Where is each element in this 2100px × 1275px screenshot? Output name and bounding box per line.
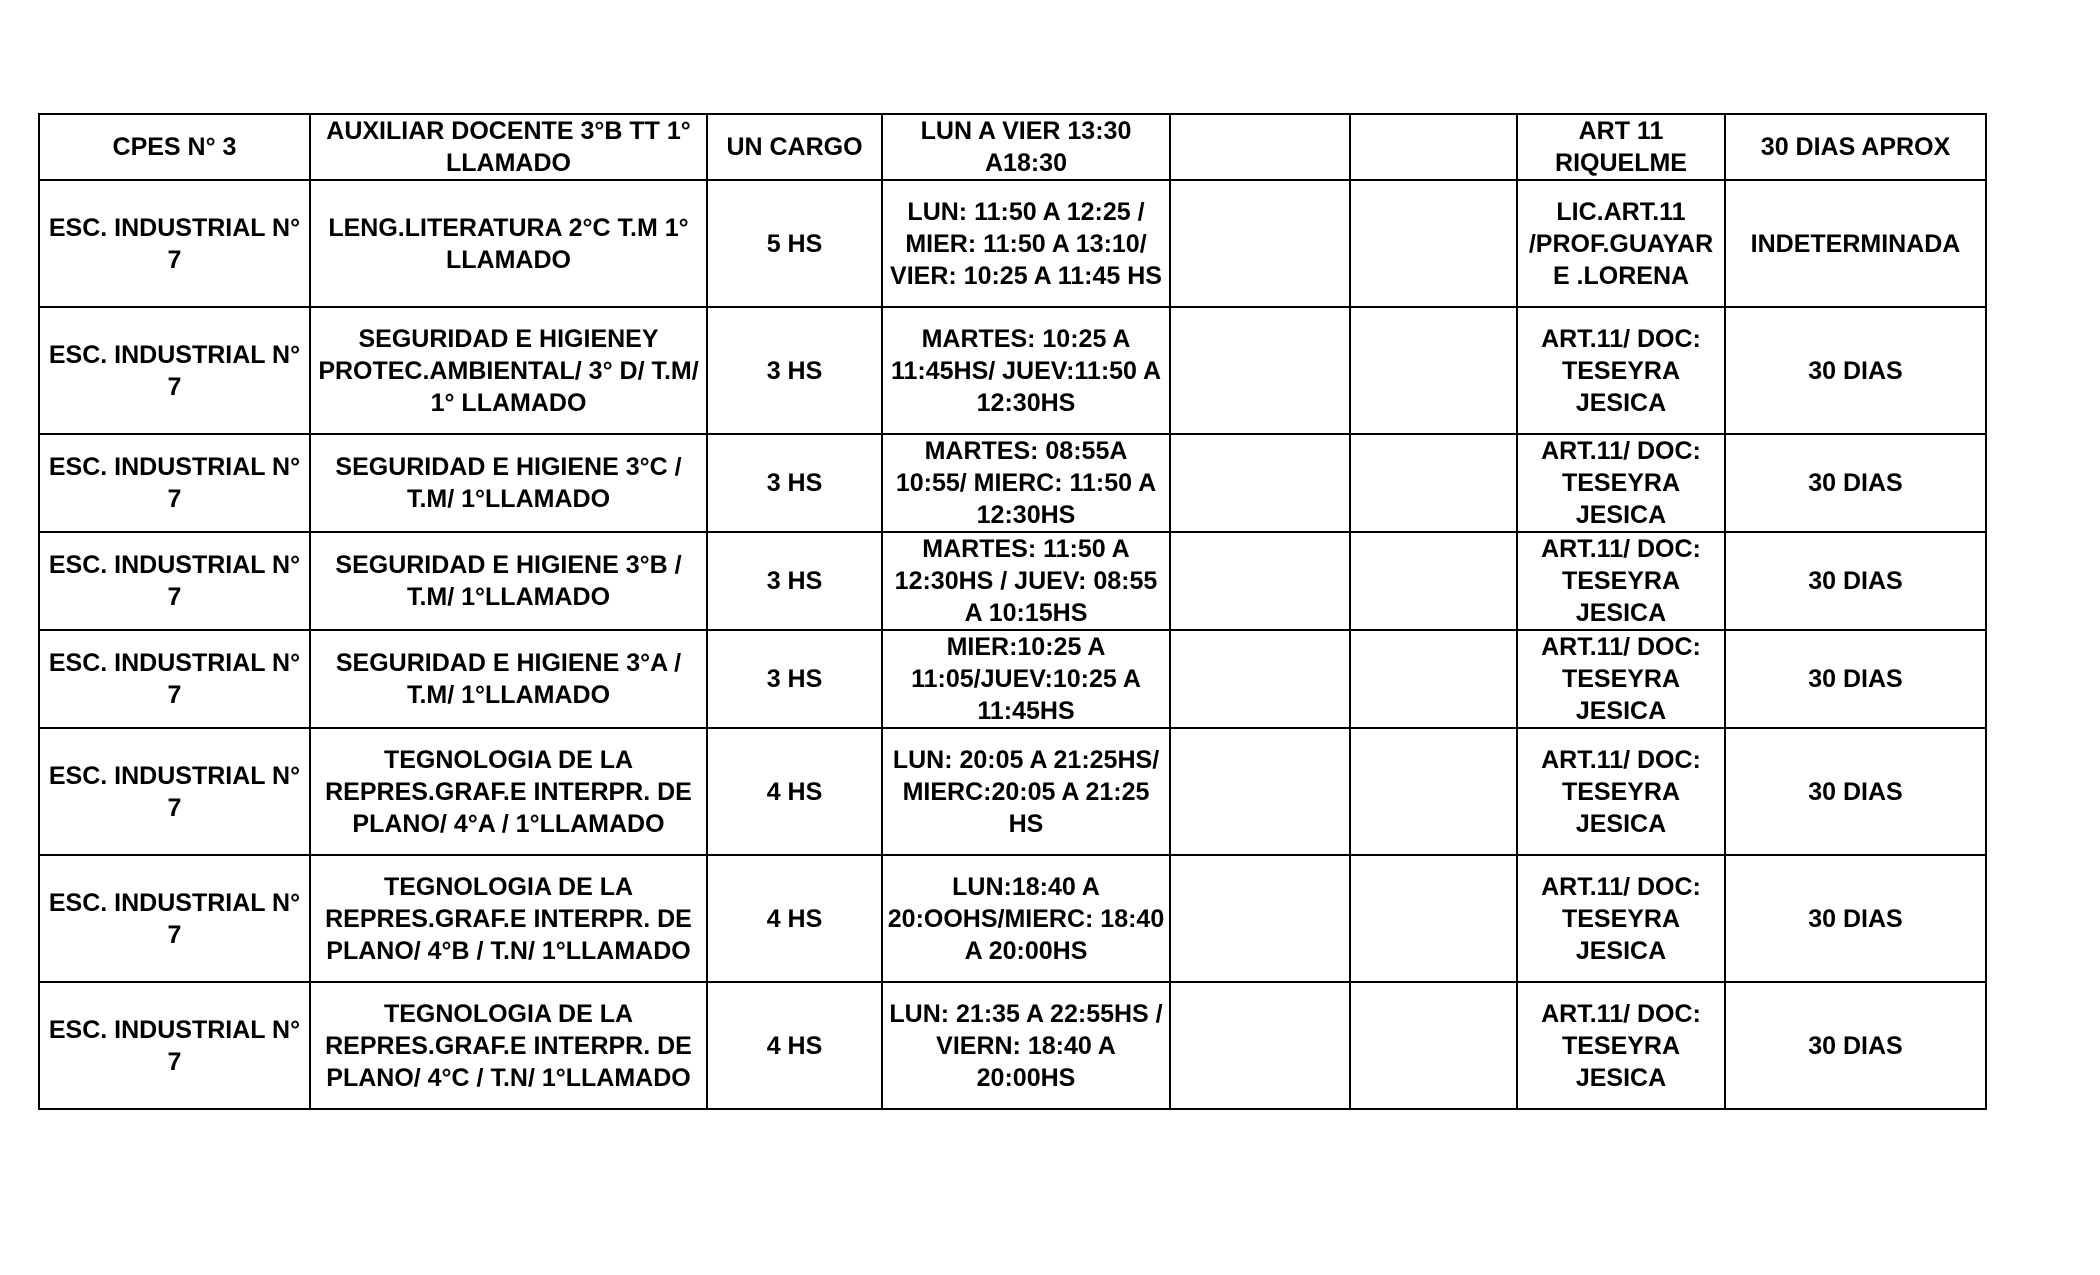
school-cell: ESC. INDUSTRIAL N° 7	[39, 982, 310, 1109]
empty-cell	[1170, 307, 1350, 434]
subject-cell: SEGURIDAD E HIGIENE 3°C / T.M/ 1°LLAMADO	[310, 434, 707, 532]
hours-cell: 4 HS	[707, 982, 882, 1109]
schedule-cell: LUN:18:40 A 20:OOHS/MIERC: 18:40 A 20:00HS	[882, 855, 1170, 982]
school-cell: CPES N° 3	[39, 114, 310, 180]
empty-cell	[1350, 855, 1517, 982]
schedule-cell: LUN: 21:35 A 22:55HS / VIERN: 18:40 A 20:00HS	[882, 982, 1170, 1109]
empty-cell	[1170, 728, 1350, 855]
duration-cell: 30 DIAS	[1725, 630, 1986, 728]
empty-cell	[1170, 855, 1350, 982]
reason-cell: LIC.ART.11 /PROF.GUAYAR E .LORENA	[1517, 180, 1725, 307]
subject-cell: TEGNOLOGIA DE LA REPRES.GRAF.E INTERPR. DE PLANO/ 4°B / T.N/ 1°LLAMADO	[310, 855, 707, 982]
subject-cell: SEGURIDAD E HIGIENE 3°B / T.M/ 1°LLAMADO	[310, 532, 707, 630]
school-cell: ESC. INDUSTRIAL N° 7	[39, 307, 310, 434]
table-row	[39, 532, 1986, 630]
subject-cell: LENG.LITERATURA 2°C T.M 1° LLAMADO	[310, 180, 707, 307]
subject-cell: SEGURIDAD E HIGIENE 3°A / T.M/ 1°LLAMADO	[310, 630, 707, 728]
reason-cell: ART.11/ DOC: TESEYRA JESICA	[1517, 982, 1725, 1109]
table-row	[39, 855, 1986, 982]
school-cell: ESC. INDUSTRIAL N° 7	[39, 630, 310, 728]
hours-cell: 3 HS	[707, 532, 882, 630]
schedule-cell: MARTES: 11:50 A 12:30HS / JUEV: 08:55 A 10:15HS	[882, 532, 1170, 630]
reason-cell: ART.11/ DOC: TESEYRA JESICA	[1517, 630, 1725, 728]
duration-cell: 30 DIAS	[1725, 855, 1986, 982]
reason-cell: ART.11/ DOC: TESEYRA JESICA	[1517, 855, 1725, 982]
duration-cell: 30 DIAS APROX	[1725, 114, 1986, 180]
reason-cell: ART.11/ DOC: TESEYRA JESICA	[1517, 728, 1725, 855]
hours-cell: 3 HS	[707, 434, 882, 532]
subject-cell: TEGNOLOGIA DE LA REPRES.GRAF.E INTERPR. DE PLANO/ 4°A / 1°LLAMADO	[310, 728, 707, 855]
table-row	[39, 180, 1986, 307]
table-row	[39, 982, 1986, 1109]
school-cell: ESC. INDUSTRIAL N° 7	[39, 855, 310, 982]
empty-cell	[1170, 982, 1350, 1109]
duration-cell: 30 DIAS	[1725, 434, 1986, 532]
empty-cell	[1170, 434, 1350, 532]
empty-cell	[1350, 114, 1517, 180]
school-cell: ESC. INDUSTRIAL N° 7	[39, 434, 310, 532]
hours-cell: 3 HS	[707, 307, 882, 434]
empty-cell	[1350, 532, 1517, 630]
schedule-cell: LUN: 11:50 A 12:25 / MIER: 11:50 A 13:10/ VIER: 10:25 A 11:45 HS	[882, 180, 1170, 307]
empty-cell	[1350, 434, 1517, 532]
empty-cell	[1170, 180, 1350, 307]
hours-cell: 4 HS	[707, 728, 882, 855]
empty-cell	[1350, 728, 1517, 855]
empty-cell	[1350, 307, 1517, 434]
duration-cell: INDETERMINADA	[1725, 180, 1986, 307]
school-cell: ESC. INDUSTRIAL N° 7	[39, 728, 310, 855]
school-cell: ESC. INDUSTRIAL N° 7	[39, 532, 310, 630]
vacancy-table	[38, 113, 1987, 1110]
empty-cell	[1350, 630, 1517, 728]
empty-cell	[1170, 114, 1350, 180]
schedule-cell: LUN: 20:05 A 21:25HS/ MIERC:20:05 A 21:25 HS	[882, 728, 1170, 855]
schedule-cell: MIER:10:25 A 11:05/JUEV:10:25 A 11:45HS	[882, 630, 1170, 728]
subject-cell: SEGURIDAD E HIGIENEY PROTEC.AMBIENTAL/ 3° D/ T.M/ 1° LLAMADO	[310, 307, 707, 434]
empty-cell	[1170, 630, 1350, 728]
empty-cell	[1350, 982, 1517, 1109]
duration-cell: 30 DIAS	[1725, 307, 1986, 434]
school-cell: ESC. INDUSTRIAL N° 7	[39, 180, 310, 307]
table-row	[39, 728, 1986, 855]
duration-cell: 30 DIAS	[1725, 532, 1986, 630]
hours-cell: 3 HS	[707, 630, 882, 728]
reason-cell: ART 11 RIQUELME	[1517, 114, 1725, 180]
reason-cell: ART.11/ DOC: TESEYRA JESICA	[1517, 434, 1725, 532]
empty-cell	[1350, 180, 1517, 307]
schedule-cell: MARTES: 10:25 A 11:45HS/ JUEV:11:50 A 12:30HS	[882, 307, 1170, 434]
table-row	[39, 630, 1986, 728]
reason-cell: ART.11/ DOC: TESEYRA JESICA	[1517, 532, 1725, 630]
subject-cell: AUXILIAR DOCENTE 3°B TT 1° LLAMADO	[310, 114, 707, 180]
hours-cell: 4 HS	[707, 855, 882, 982]
table-row	[39, 434, 1986, 532]
hours-cell: 5 HS	[707, 180, 882, 307]
duration-cell: 30 DIAS	[1725, 982, 1986, 1109]
table-row	[39, 114, 1986, 180]
empty-cell	[1170, 532, 1350, 630]
schedule-cell: LUN A VIER 13:30 A18:30	[882, 114, 1170, 180]
duration-cell: 30 DIAS	[1725, 728, 1986, 855]
reason-cell: ART.11/ DOC: TESEYRA JESICA	[1517, 307, 1725, 434]
hours-cell: UN CARGO	[707, 114, 882, 180]
schedule-cell: MARTES: 08:55A 10:55/ MIERC: 11:50 A 12:30HS	[882, 434, 1170, 532]
table-row	[39, 307, 1986, 434]
subject-cell: TEGNOLOGIA DE LA REPRES.GRAF.E INTERPR. DE PLANO/ 4°C / T.N/ 1°LLAMADO	[310, 982, 707, 1109]
